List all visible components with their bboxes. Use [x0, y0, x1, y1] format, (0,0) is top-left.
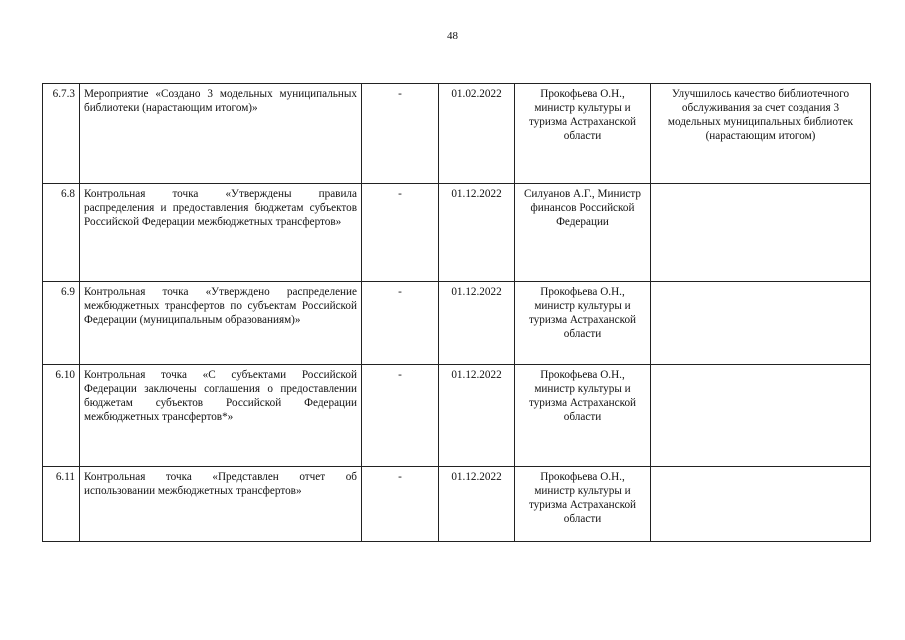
row-dash: -	[398, 188, 402, 200]
row-title: Контрольная точка «Утверждены правила распределения и предоставления бюджетам субъектов Российской Федерации межбюджетных трансфертов»	[84, 188, 357, 228]
row-date: 01.12.2022	[451, 369, 502, 381]
row-responsible: Прокофьева О.Н., министр культуры и туризма Астраханской области	[528, 471, 637, 525]
row-dash: -	[398, 88, 402, 100]
row-number: 6.10	[55, 369, 75, 381]
row-title-cell	[80, 84, 362, 184]
row-number: 6.7.3	[52, 88, 75, 100]
row-responsible: Прокофьева О.Н., министр культуры и туризма Астраханской области	[528, 369, 637, 423]
row-number-cell	[43, 467, 80, 542]
row-responsible-cell	[515, 184, 651, 282]
row-dash-cell	[362, 84, 439, 184]
row-date-cell	[439, 365, 515, 467]
row-date-cell	[439, 84, 515, 184]
row-dash: -	[398, 369, 402, 381]
row-title-cell	[80, 282, 362, 365]
table-row	[43, 365, 871, 467]
row-responsible-cell	[515, 282, 651, 365]
row-date: 01.12.2022	[451, 286, 502, 298]
row-title-cell	[80, 365, 362, 467]
row-number-cell	[43, 282, 80, 365]
row-result-cell	[651, 365, 871, 467]
row-title-cell	[80, 467, 362, 542]
row-number: 6.8	[61, 188, 75, 200]
table-row	[43, 84, 871, 184]
row-dash-cell	[362, 282, 439, 365]
activities-table	[42, 83, 871, 542]
row-number-cell	[43, 84, 80, 184]
table-row	[43, 467, 871, 542]
row-number-cell	[43, 365, 80, 467]
row-title: Контрольная точка «С субъектами Российской Федерации заключены соглашения о предоставлении бюджетам субъектов Российской Федерации межбюджетных трансфертов*»	[84, 369, 357, 423]
row-result-cell	[651, 467, 871, 542]
row-responsible-cell	[515, 467, 651, 542]
row-responsible-cell	[515, 84, 651, 184]
row-title-cell	[80, 184, 362, 282]
table-row	[43, 282, 871, 365]
row-result-cell	[651, 184, 871, 282]
row-title: Мероприятие «Создано 3 модельных муниципальных библиотеки (нарастающим итогом)»	[84, 88, 357, 114]
row-date: 01.12.2022	[451, 188, 502, 200]
row-responsible-cell	[515, 365, 651, 467]
row-date-cell	[439, 184, 515, 282]
page-number: 48	[447, 30, 458, 42]
row-date: 01.02.2022	[451, 88, 502, 100]
row-responsible: Прокофьева О.Н., министр культуры и туризма Астраханской области	[528, 286, 637, 340]
row-dash: -	[398, 286, 402, 298]
row-dash-cell	[362, 184, 439, 282]
table-row	[43, 184, 871, 282]
row-responsible: Силуанов А.Г., Министр финансов Российской Федерации	[523, 188, 642, 228]
row-title: Контрольная точка «Представлен отчет об использовании межбюджетных трансфертов»	[84, 471, 357, 497]
row-number: 6.9	[61, 286, 75, 298]
row-result-cell	[651, 282, 871, 365]
row-dash-cell	[362, 467, 439, 542]
row-result: Улучшилось качество библиотечного обслуживания за счет создания 3 модельных муниципальных библиотек (нарастающим итогом)	[667, 88, 854, 142]
row-number: 6.11	[55, 471, 75, 483]
row-number-cell	[43, 184, 80, 282]
row-date-cell	[439, 467, 515, 542]
row-responsible: Прокофьева О.Н., министр культуры и туризма Астраханской области	[528, 88, 637, 142]
row-title: Контрольная точка «Утверждено распределение межбюджетных трансфертов по субъектам Российской Федерации (муниципальным образованиям)»	[84, 286, 357, 326]
row-result-cell	[651, 84, 871, 184]
row-date-cell	[439, 282, 515, 365]
row-date: 01.12.2022	[451, 471, 502, 483]
row-dash: -	[398, 471, 402, 483]
row-dash-cell	[362, 365, 439, 467]
